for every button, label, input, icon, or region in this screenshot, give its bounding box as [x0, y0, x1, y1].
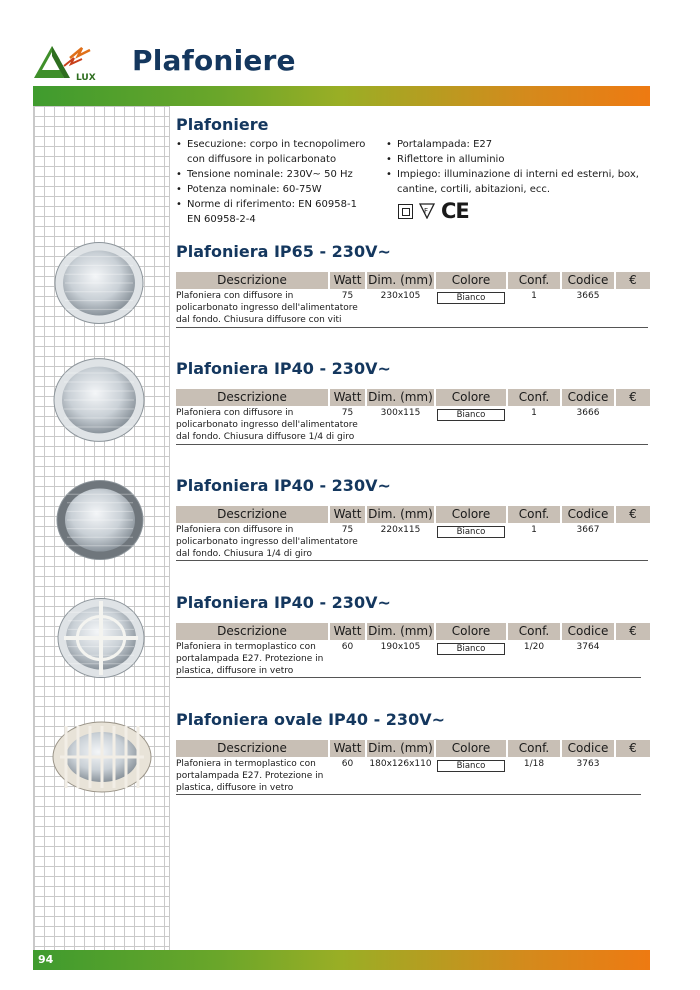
product-watt: 75 — [341, 525, 354, 535]
table-header-cell: Watt — [330, 740, 365, 757]
product-image — [50, 714, 154, 804]
product-color: Bianco — [437, 643, 505, 655]
product-image — [52, 592, 150, 688]
table-header-cell: Colore — [436, 740, 506, 757]
product-dimensions: 300x115 — [380, 408, 421, 418]
product-dimensions: 220x115 — [380, 525, 421, 535]
header-color-bar — [33, 86, 650, 106]
table-header-cell: Conf. — [508, 506, 560, 523]
row-divider — [176, 444, 648, 445]
page-number: 94 — [38, 953, 54, 966]
table-header-cell: Dim. (mm) — [368, 273, 433, 287]
product-code: 3764 — [576, 642, 600, 652]
product-color: Bianco — [437, 760, 505, 772]
table-header-cell: Watt — [330, 389, 365, 406]
table-header-cell: Watt — [330, 272, 365, 289]
product-description: Plafoniera in termoplastico con portalampada E27. Protezione in plastica, diffusore in vetro — [176, 642, 324, 676]
table-header-cell: Watt — [330, 506, 365, 523]
table-header-cell: Conf. — [508, 740, 560, 757]
product-image — [40, 352, 158, 452]
table-header-cell: € — [616, 623, 650, 640]
table-header-cell: Colore — [436, 272, 506, 289]
product-description: Plafoniera in termoplastico con portalampada E27. Protezione in plastica, diffusore in vetro — [176, 759, 324, 793]
double-insulation-icon — [398, 204, 413, 219]
table-header-cell: Watt — [330, 623, 365, 640]
product-title: Plafoniera ovale IP40 - 230V~ — [176, 710, 445, 729]
product-color: Bianco — [437, 526, 505, 538]
product-color: Bianco — [437, 409, 505, 421]
product-title: Plafoniera IP40 - 230V~ — [176, 593, 391, 612]
f-mark-icon — [419, 203, 435, 219]
row-divider — [176, 794, 641, 795]
product-color: Bianco — [437, 292, 505, 304]
table-header-cell: Codice — [562, 272, 614, 289]
row-divider — [176, 560, 648, 561]
footer-color-bar — [33, 950, 650, 970]
intro-spec-item: • Riflettore in alluminio — [386, 152, 646, 167]
svg-text:F: F — [424, 207, 429, 215]
intro-spec-item: • Norme di riferimento: EN 60958-1 EN 60958-2-4 — [176, 197, 366, 227]
product-image — [48, 474, 152, 570]
product-pack: 1/18 — [523, 759, 545, 769]
product-title: Plafoniera IP65 - 230V~ — [176, 242, 391, 261]
table-header-cell: € — [616, 740, 650, 757]
table-header-cell: Descrizione — [176, 623, 328, 640]
intro-spec-item: • Portalampada: E27 — [386, 137, 646, 152]
product-code: 3665 — [576, 291, 600, 301]
product-pack: 1 — [531, 525, 537, 535]
product-watt: 75 — [341, 291, 354, 301]
page-title: Plafoniere — [132, 44, 296, 77]
product-pack: 1/20 — [523, 642, 545, 652]
table-header — [176, 389, 650, 406]
product-pack: 1 — [531, 408, 537, 418]
table-header-cell: Dim. (mm) — [368, 507, 433, 521]
product-watt: 60 — [341, 759, 354, 769]
table-header-cell: Colore — [436, 623, 506, 640]
table-header-cell: Descrizione — [176, 272, 328, 289]
product-watt: 75 — [341, 408, 354, 418]
table-header-cell: Descrizione — [176, 740, 328, 757]
table-header-cell: € — [616, 506, 650, 523]
table-header-cell: Descrizione — [176, 389, 328, 406]
table-header — [176, 623, 650, 640]
product-title: Plafoniera IP40 - 230V~ — [176, 476, 391, 495]
intro-spec-item: • Tensione nominale: 230V~ 50 Hz — [176, 167, 381, 182]
product-dimensions: 190x105 — [380, 642, 421, 652]
table-header-cell: Conf. — [508, 272, 560, 289]
product-title: Plafoniera IP40 - 230V~ — [176, 359, 391, 378]
product-description: Plafoniera con diffusore in policarbonato ingresso dell'alimentatore dal fondo. Chiusura diffusore con viti — [176, 291, 358, 325]
product-watt: 60 — [341, 642, 354, 652]
intro-specs-left — [176, 137, 381, 227]
table-header-cell: Conf. — [508, 623, 560, 640]
table-header-cell: Colore — [436, 389, 506, 406]
table-header-cell: Colore — [436, 506, 506, 523]
intro-spec-item: • Impiego: illuminazione di interni ed esterni, box, cantine, cortili, abitazioni, ecc. — [386, 167, 646, 197]
brand-logo — [30, 38, 126, 84]
table-header-cell: Conf. — [508, 389, 560, 406]
ce-mark-icon: CE — [441, 199, 469, 223]
intro-spec-item: • Potenza nominale: 60-75W — [176, 182, 381, 197]
product-description: Plafoniera con diffusore in policarbonato ingresso dell'alimentatore dal fondo. Chiusura 1/4 di giro — [176, 525, 358, 559]
intro-title: Plafoniere — [176, 115, 269, 134]
product-pack: 1 — [531, 291, 537, 301]
table-header-cell: € — [616, 389, 650, 406]
product-image — [40, 236, 158, 334]
table-header-cell: Descrizione — [176, 506, 328, 523]
table-header-cell: Codice — [562, 389, 614, 406]
table-header-cell: Codice — [562, 623, 614, 640]
table-header — [176, 506, 650, 523]
product-code: 3763 — [576, 759, 600, 769]
table-header-cell: € — [616, 272, 650, 289]
table-header-cell: Codice — [562, 506, 614, 523]
product-description: Plafoniera con diffusore in policarbonato ingresso dell'alimentatore dal fondo. Chiusura diffusore 1/4 di giro — [176, 408, 358, 442]
table-header-cell: Codice — [562, 740, 614, 757]
product-code: 3666 — [576, 408, 600, 418]
table-header-cell: Dim. (mm) — [368, 390, 433, 404]
intro-specs-right — [386, 137, 646, 197]
certification-marks — [398, 199, 469, 223]
row-divider — [176, 677, 641, 678]
product-dimensions: 180x126x110 — [369, 759, 432, 769]
logo-text: LUX — [76, 73, 96, 83]
row-divider — [176, 327, 648, 328]
table-header-cell: Dim. (mm) — [368, 624, 433, 638]
table-header-cell: Dim. (mm) — [368, 741, 433, 755]
product-dimensions: 230x105 — [380, 291, 421, 301]
table-header — [176, 740, 650, 757]
product-code: 3667 — [576, 525, 600, 535]
table-header — [176, 272, 650, 289]
intro-spec-item: • Esecuzione: corpo in tecnopolimero con diffusore in policarbonato — [176, 137, 381, 167]
